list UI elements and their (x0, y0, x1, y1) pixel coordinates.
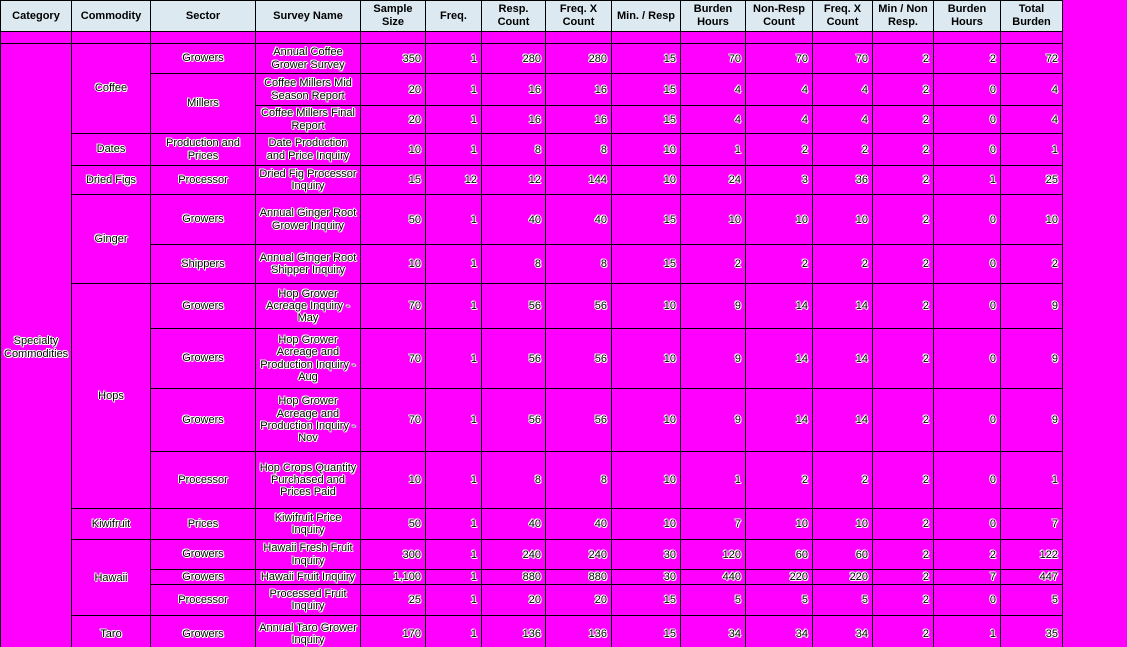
freq-cell: 1 (426, 134, 482, 166)
resp-count-cell: 880 (482, 570, 546, 585)
freq-x-count-cell: 56 (546, 329, 612, 389)
min-per-resp-cell: 15 (612, 106, 681, 134)
non-resp-count-cell: 220 (746, 570, 813, 585)
non-resp-count-cell: 5 (746, 585, 813, 616)
resp-count-cell: 8 (482, 452, 546, 509)
burden-hours-cell: 10 (681, 195, 746, 245)
survey-name-cell: Annual Ginger Root Grower Inquiry (256, 195, 361, 245)
non-resp-count-cell: 4 (746, 106, 813, 134)
empty-cell (482, 32, 546, 44)
min-per-resp-cell: 10 (612, 134, 681, 166)
resp-count-cell: 8 (482, 134, 546, 166)
freq-x-count-cell: 136 (546, 616, 612, 647)
survey-name-cell: Hop Crops Quantity Purchased and Prices Paid (256, 452, 361, 509)
freq-cell: 1 (426, 284, 482, 329)
sector-cell: Millers (151, 74, 256, 134)
burden-hours-2-cell: 0 (934, 245, 1001, 284)
resp-count-cell: 16 (482, 74, 546, 106)
freq-x-count-cell: 20 (546, 585, 612, 616)
freq-x-count-2-cell: 34 (813, 616, 873, 647)
sector-cell: Growers (151, 329, 256, 389)
sample-size-cell: 20 (361, 106, 426, 134)
burden-hours-cell: 24 (681, 166, 746, 195)
survey-name-cell: Hop Grower Acreage Inquiry - May (256, 284, 361, 329)
column-header-commodity: Commodity (72, 1, 151, 32)
total-burden-cell: 7 (1001, 509, 1063, 540)
survey-name-cell: Hawaii Fresh Fruit Inquiry (256, 540, 361, 570)
burden-hours-cell: 1 (681, 452, 746, 509)
table-header-row (1, 1, 1063, 32)
non-resp-count-cell: 2 (746, 134, 813, 166)
burden-hours-2-cell: 1 (934, 166, 1001, 195)
sector-cell: Growers (151, 44, 256, 74)
min-per-non-resp-cell: 2 (873, 585, 934, 616)
table-row (1, 389, 1063, 452)
survey-name-cell: Annual Coffee Grower Survey (256, 44, 361, 74)
min-per-resp-cell: 10 (612, 389, 681, 452)
burden-hours-2-cell: 2 (934, 540, 1001, 570)
commodity-cell: Dried Figs (72, 166, 151, 195)
empty-cell (813, 32, 873, 44)
freq-x-count-2-cell: 14 (813, 389, 873, 452)
burden-hours-cell: 34 (681, 616, 746, 647)
freq-cell: 1 (426, 329, 482, 389)
min-per-non-resp-cell: 2 (873, 134, 934, 166)
min-per-non-resp-cell: 2 (873, 452, 934, 509)
column-header-sector: Sector (151, 1, 256, 32)
non-resp-count-cell: 70 (746, 44, 813, 74)
min-per-non-resp-cell: 2 (873, 44, 934, 74)
freq-cell: 1 (426, 509, 482, 540)
sector-cell: Growers (151, 616, 256, 647)
column-header-survey-name: Survey Name (256, 1, 361, 32)
burden-hours-2-cell: 0 (934, 509, 1001, 540)
freq-x-count-2-cell: 70 (813, 44, 873, 74)
freq-cell: 12 (426, 166, 482, 195)
freq-x-count-2-cell: 2 (813, 245, 873, 284)
total-burden-cell: 447 (1001, 570, 1063, 585)
min-per-resp-cell: 15 (612, 585, 681, 616)
freq-x-count-2-cell: 4 (813, 106, 873, 134)
burden-hours-cell: 4 (681, 74, 746, 106)
freq-x-count-2-cell: 4 (813, 74, 873, 106)
min-per-resp-cell: 30 (612, 540, 681, 570)
commodity-cell: Hops (72, 284, 151, 509)
min-per-resp-cell: 10 (612, 329, 681, 389)
freq-x-count-2-cell: 5 (813, 585, 873, 616)
freq-cell: 1 (426, 452, 482, 509)
total-burden-cell: 9 (1001, 329, 1063, 389)
freq-cell: 1 (426, 540, 482, 570)
freq-cell: 1 (426, 195, 482, 245)
column-header-total-burden: Total Burden (1001, 1, 1063, 32)
resp-count-cell: 20 (482, 585, 546, 616)
empty-cell (546, 32, 612, 44)
sample-size-cell: 10 (361, 245, 426, 284)
min-per-non-resp-cell: 2 (873, 509, 934, 540)
sample-size-cell: 50 (361, 509, 426, 540)
freq-cell: 1 (426, 106, 482, 134)
burden-hours-cell: 4 (681, 106, 746, 134)
sector-cell: Growers (151, 389, 256, 452)
empty-cell (72, 32, 151, 44)
resp-count-cell: 56 (482, 389, 546, 452)
sector-cell: Processor (151, 166, 256, 195)
min-per-non-resp-cell: 2 (873, 329, 934, 389)
burden-hours-2-cell: 0 (934, 389, 1001, 452)
freq-x-count-cell: 16 (546, 74, 612, 106)
non-resp-count-cell: 10 (746, 509, 813, 540)
survey-name-cell: Coffee Millers Final Report (256, 106, 361, 134)
burden-hours-cell: 1 (681, 134, 746, 166)
burden-hours-cell: 9 (681, 284, 746, 329)
column-header-min-per-non-resp: Min / Non Resp. (873, 1, 934, 32)
resp-count-cell: 16 (482, 106, 546, 134)
min-per-resp-cell: 15 (612, 245, 681, 284)
freq-x-count-cell: 40 (546, 195, 612, 245)
min-per-resp-cell: 10 (612, 452, 681, 509)
table-row (1, 509, 1063, 540)
table-row (1, 245, 1063, 284)
burden-hours-2-cell: 2 (934, 44, 1001, 74)
total-burden-cell: 9 (1001, 284, 1063, 329)
sector-cell: Growers (151, 540, 256, 570)
burden-hours-2-cell: 0 (934, 106, 1001, 134)
table-row (1, 44, 1063, 74)
burden-hours-2-cell: 0 (934, 284, 1001, 329)
empty-cell (1, 32, 72, 44)
sample-size-cell: 15 (361, 166, 426, 195)
min-per-resp-cell: 30 (612, 570, 681, 585)
burden-hours-2-cell: 0 (934, 585, 1001, 616)
min-per-non-resp-cell: 2 (873, 195, 934, 245)
empty-cell (934, 32, 1001, 44)
freq-x-count-2-cell: 10 (813, 509, 873, 540)
resp-count-cell: 280 (482, 44, 546, 74)
column-header-burden-hours: Burden Hours (681, 1, 746, 32)
survey-name-cell: Kiwifruit Price Inquiry (256, 509, 361, 540)
column-header-freq-x-count: Freq. X Count (546, 1, 612, 32)
empty-row (1, 32, 1063, 44)
sample-size-cell: 1,100 (361, 570, 426, 585)
survey-name-cell: Dried Fig Processor Inquiry (256, 166, 361, 195)
survey-name-cell: Processed Fruit Inquiry (256, 585, 361, 616)
min-per-resp-cell: 15 (612, 74, 681, 106)
min-per-non-resp-cell: 2 (873, 106, 934, 134)
sample-size-cell: 170 (361, 616, 426, 647)
sample-size-cell: 25 (361, 585, 426, 616)
survey-name-cell: Hawaii Fruit Inquiry (256, 570, 361, 585)
empty-cell (426, 32, 482, 44)
sector-cell: Growers (151, 284, 256, 329)
freq-x-count-cell: 56 (546, 389, 612, 452)
total-burden-cell: 9 (1001, 389, 1063, 452)
sample-size-cell: 10 (361, 452, 426, 509)
sample-size-cell: 70 (361, 284, 426, 329)
burden-hours-2-cell: 0 (934, 452, 1001, 509)
freq-x-count-2-cell: 220 (813, 570, 873, 585)
survey-name-cell: Date Production and Price Inquiry (256, 134, 361, 166)
freq-cell: 1 (426, 44, 482, 74)
survey-name-cell: Coffee Millers Mid Season Report (256, 74, 361, 106)
table-row (1, 585, 1063, 616)
total-burden-cell: 4 (1001, 106, 1063, 134)
sample-size-cell: 50 (361, 195, 426, 245)
empty-cell (1001, 32, 1063, 44)
freq-x-count-2-cell: 14 (813, 329, 873, 389)
empty-cell (361, 32, 426, 44)
burden-hours-cell: 70 (681, 44, 746, 74)
table-row (1, 616, 1063, 647)
min-per-resp-cell: 15 (612, 616, 681, 647)
table-row (1, 74, 1063, 106)
empty-cell (746, 32, 813, 44)
column-header-category: Category (1, 1, 72, 32)
non-resp-count-cell: 34 (746, 616, 813, 647)
survey-name-cell: Annual Ginger Root Shipper Inquiry (256, 245, 361, 284)
sector-cell: Growers (151, 570, 256, 585)
table-row (1, 329, 1063, 389)
freq-cell: 1 (426, 74, 482, 106)
commodity-cell: Kiwifruit (72, 509, 151, 540)
sector-cell: Growers (151, 195, 256, 245)
burden-hours-2-cell: 0 (934, 134, 1001, 166)
burden-hours-cell: 5 (681, 585, 746, 616)
column-header-freq: Freq. (426, 1, 482, 32)
total-burden-cell: 35 (1001, 616, 1063, 647)
survey-name-cell: Annual Taro Grower Inquiry (256, 616, 361, 647)
freq-x-count-2-cell: 14 (813, 284, 873, 329)
total-burden-cell: 1 (1001, 452, 1063, 509)
freq-x-count-cell: 8 (546, 245, 612, 284)
column-header-non-resp-count: Non-Resp Count (746, 1, 813, 32)
empty-cell (873, 32, 934, 44)
total-burden-cell: 2 (1001, 245, 1063, 284)
commodity-cell: Taro (72, 616, 151, 647)
freq-cell: 1 (426, 585, 482, 616)
min-per-resp-cell: 10 (612, 509, 681, 540)
non-resp-count-cell: 14 (746, 329, 813, 389)
min-per-non-resp-cell: 2 (873, 74, 934, 106)
non-resp-count-cell: 2 (746, 245, 813, 284)
min-per-non-resp-cell: 2 (873, 245, 934, 284)
total-burden-cell: 1 (1001, 134, 1063, 166)
non-resp-count-cell: 3 (746, 166, 813, 195)
sector-cell: Processor (151, 452, 256, 509)
sample-size-cell: 350 (361, 44, 426, 74)
total-burden-cell: 10 (1001, 195, 1063, 245)
resp-count-cell: 136 (482, 616, 546, 647)
sample-size-cell: 10 (361, 134, 426, 166)
commodity-cell: Coffee (72, 44, 151, 134)
burden-hours-cell: 120 (681, 540, 746, 570)
table-row (1, 540, 1063, 570)
sector-cell: Prices (151, 509, 256, 540)
table-row (1, 452, 1063, 509)
freq-x-count-cell: 56 (546, 284, 612, 329)
sector-cell: Production and Prices (151, 134, 256, 166)
min-per-non-resp-cell: 2 (873, 389, 934, 452)
empty-cell (612, 32, 681, 44)
column-header-freq-x-count-2: Freq. X Count (813, 1, 873, 32)
total-burden-cell: 122 (1001, 540, 1063, 570)
commodity-cell: Hawaii (72, 540, 151, 616)
burden-hours-cell: 440 (681, 570, 746, 585)
min-per-non-resp-cell: 2 (873, 540, 934, 570)
burden-hours-2-cell: 1 (934, 616, 1001, 647)
burden-hours-2-cell: 7 (934, 570, 1001, 585)
freq-cell: 1 (426, 389, 482, 452)
freq-cell: 1 (426, 245, 482, 284)
freq-x-count-cell: 880 (546, 570, 612, 585)
sector-cell: Processor (151, 585, 256, 616)
min-per-resp-cell: 15 (612, 44, 681, 74)
category-cell: Specialty Commodities (1, 44, 72, 647)
burden-hours-2-cell: 0 (934, 329, 1001, 389)
column-header-sample-size: Sample Size (361, 1, 426, 32)
sample-size-cell: 70 (361, 389, 426, 452)
freq-x-count-2-cell: 2 (813, 134, 873, 166)
freq-x-count-cell: 144 (546, 166, 612, 195)
non-resp-count-cell: 4 (746, 74, 813, 106)
table-row (1, 195, 1063, 245)
freq-x-count-2-cell: 2 (813, 452, 873, 509)
total-burden-cell: 4 (1001, 74, 1063, 106)
freq-x-count-cell: 240 (546, 540, 612, 570)
freq-x-count-2-cell: 36 (813, 166, 873, 195)
freq-x-count-cell: 8 (546, 452, 612, 509)
resp-count-cell: 56 (482, 284, 546, 329)
non-resp-count-cell: 14 (746, 389, 813, 452)
empty-cell (681, 32, 746, 44)
table-row (1, 570, 1063, 585)
table-row (1, 284, 1063, 329)
total-burden-cell: 72 (1001, 44, 1063, 74)
min-per-resp-cell: 10 (612, 284, 681, 329)
freq-x-count-2-cell: 10 (813, 195, 873, 245)
burden-hours-2-cell: 0 (934, 195, 1001, 245)
non-resp-count-cell: 60 (746, 540, 813, 570)
sample-size-cell: 70 (361, 329, 426, 389)
resp-count-cell: 12 (482, 166, 546, 195)
burden-hours-cell: 9 (681, 329, 746, 389)
min-per-non-resp-cell: 2 (873, 570, 934, 585)
resp-count-cell: 240 (482, 540, 546, 570)
non-resp-count-cell: 14 (746, 284, 813, 329)
empty-cell (256, 32, 361, 44)
column-header-min-per-resp: Min. / Resp (612, 1, 681, 32)
min-per-non-resp-cell: 2 (873, 616, 934, 647)
min-per-resp-cell: 10 (612, 166, 681, 195)
freq-cell: 1 (426, 616, 482, 647)
freq-x-count-cell: 280 (546, 44, 612, 74)
freq-x-count-cell: 40 (546, 509, 612, 540)
min-per-non-resp-cell: 2 (873, 166, 934, 195)
survey-name-cell: Hop Grower Acreage and Production Inquiry - Aug (256, 329, 361, 389)
resp-count-cell: 8 (482, 245, 546, 284)
column-header-burden-hours-2: Burden Hours (934, 1, 1001, 32)
resp-count-cell: 40 (482, 195, 546, 245)
table-row (1, 134, 1063, 166)
sample-size-cell: 20 (361, 74, 426, 106)
freq-x-count-cell: 8 (546, 134, 612, 166)
freq-x-count-2-cell: 60 (813, 540, 873, 570)
non-resp-count-cell: 10 (746, 195, 813, 245)
commodity-cell: Ginger (72, 195, 151, 284)
freq-x-count-cell: 16 (546, 106, 612, 134)
burden-hours-cell: 2 (681, 245, 746, 284)
empty-cell (151, 32, 256, 44)
burden-hours-cell: 9 (681, 389, 746, 452)
non-resp-count-cell: 2 (746, 452, 813, 509)
freq-cell: 1 (426, 570, 482, 585)
total-burden-cell: 5 (1001, 585, 1063, 616)
sample-size-cell: 300 (361, 540, 426, 570)
total-burden-cell: 25 (1001, 166, 1063, 195)
burden-hours-2-cell: 0 (934, 74, 1001, 106)
min-per-resp-cell: 15 (612, 195, 681, 245)
survey-name-cell: Hop Grower Acreage and Production Inquiry - Nov (256, 389, 361, 452)
sector-cell: Shippers (151, 245, 256, 284)
commodity-cell: Dates (72, 134, 151, 166)
resp-count-cell: 40 (482, 509, 546, 540)
burden-hours-cell: 7 (681, 509, 746, 540)
column-header-resp-count: Resp. Count (482, 1, 546, 32)
table-row (1, 166, 1063, 195)
resp-count-cell: 56 (482, 329, 546, 389)
min-per-non-resp-cell: 2 (873, 284, 934, 329)
